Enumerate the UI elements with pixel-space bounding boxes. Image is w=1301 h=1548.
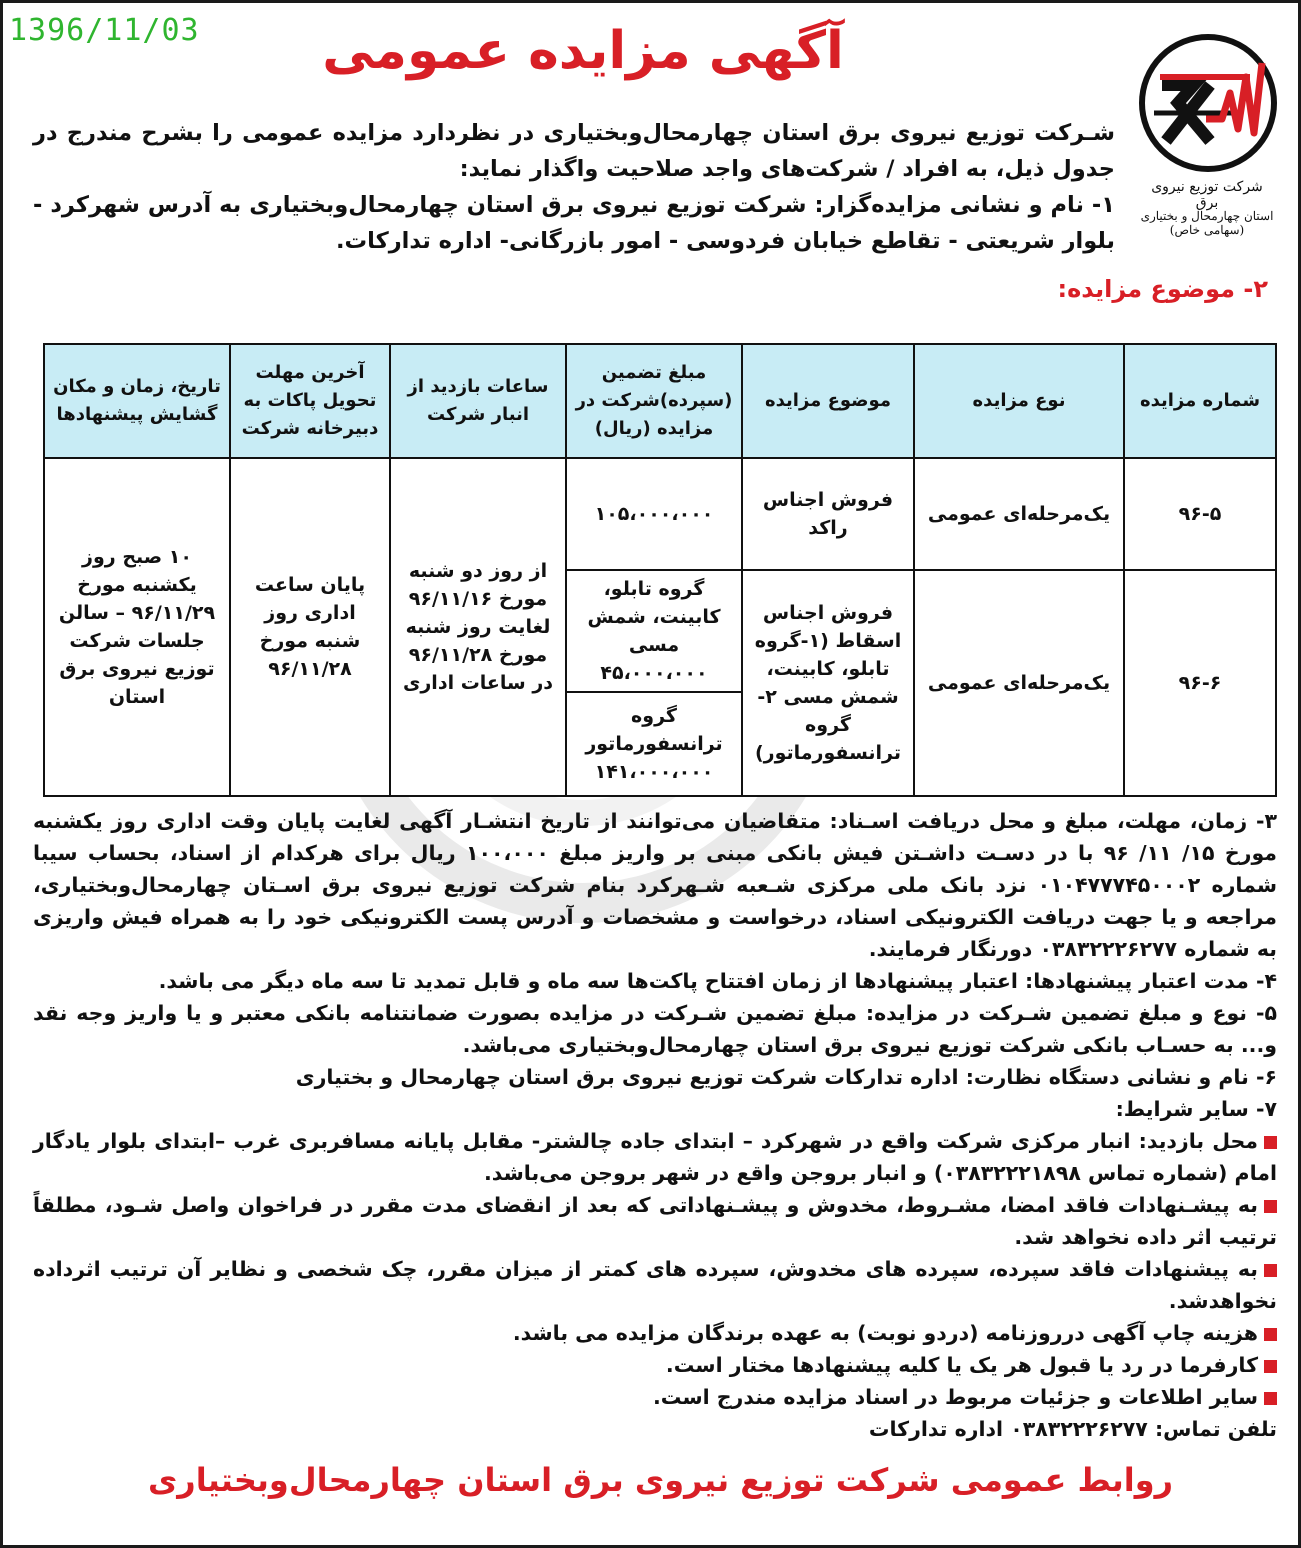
item-7: ۷- سایر شرایط: bbox=[1115, 1097, 1277, 1121]
logo-caption: شرکت توزیع نیروی برق bbox=[1151, 179, 1263, 211]
item-4: ۴- مدت اعتبار پیشنهادها: اعتبار پیشنهادها از زمان افتتاح پاکت‌ها سه ماه و قابل تمدید تا سه ماه دیگر می باشد. bbox=[158, 969, 1277, 993]
row2-number: ۹۶-۶ bbox=[1124, 570, 1276, 796]
advertiser-address: ۱- نام و نشانی مزایده‌گزار: شرکت توزیع نیروی برق استان چهارمحال‌وبختیاری به آدرس شهرکرد - بلوار شریعتی - تقاطع خیابان فردوسی - امور بازرگانی- اداره تدارکات. bbox=[33, 192, 1115, 254]
header-guarantee: مبلغ تضمین (سپرده)شرکت در مزایده (ریال) bbox=[566, 344, 742, 458]
row2-guarantee-group2: گروه ترانسفورماتور ۱۴۱،۰۰۰،۰۰۰ bbox=[566, 692, 742, 796]
list-item: محل بازدید: انبار مرکزی شرکت واقع در شهرکرد – ابتدای جاده چالشتر- مقابل پایانه مسافربری غرب –ابتدای بلوار یادگار امام (شماره تماس ۰۳۸۳۲۲۲۱۸۹۸) و انبار بروجن واقع در شهر بروجن می‌باشد. bbox=[33, 1129, 1277, 1185]
bullet-icon bbox=[1264, 1264, 1277, 1277]
list-item: هزینه چاپ آگهی درروزنامه (دردو نوبت) به عهده برندگان مزایده می باشد. bbox=[33, 1317, 1277, 1349]
header-visit-hours: ساعات بازدید از انبار شرکت bbox=[390, 344, 566, 458]
header-type: نوع مزایده bbox=[914, 344, 1124, 458]
stamp-date: 1396/11/03 bbox=[9, 13, 200, 48]
bullet-icon bbox=[1264, 1360, 1277, 1373]
table-row bbox=[44, 458, 1276, 570]
list-item: کارفرما در رد یا قبول هر یک یا کلیه پیشنهادها مختار است. bbox=[33, 1349, 1277, 1381]
row1-guarantee: ۱۰۵،۰۰۰،۰۰۰ bbox=[566, 458, 742, 570]
intro-text bbox=[33, 115, 1115, 259]
header-number: شماره مزایده bbox=[1124, 344, 1276, 458]
row2-subject: فروش اجناس اسقاط (۱-گروه تابلو، کابینت، شمش مسی ۲-گروه ترانسفورماتور) bbox=[742, 570, 914, 796]
visit-hours-cell: از روز دو شنبه مورخ ۹۶/۱۱/۱۶ لغایت روز شنبه مورخ ۹۶/۱۱/۲۸ در ساعات اداری bbox=[390, 458, 566, 796]
header-opening: تاریخ، زمان و مکان گشایش پیشنهادها bbox=[44, 344, 230, 458]
intro-paragraph: شـرکت توزیع نیروی برق استان چهارمحال‌وبختیاری در نظردارد مزایده عمومی را بشرح مندرج در جدول ذیل، به افراد / شرکت‌های واجد صلاحیت واگذار نماید: bbox=[33, 120, 1115, 182]
row1-number: ۹۶-۵ bbox=[1124, 458, 1276, 570]
row2-guarantee-group1: گروه تابلو، کابینت، شمش مسی ۴۵،۰۰۰،۰۰۰ bbox=[566, 570, 742, 692]
list-item: سایر اطلاعات و جزئیات مربوط در اسناد مزایده مندرج است. bbox=[33, 1381, 1277, 1413]
list-item: به پیشـنهادات فاقد امضا، مشـروط، مخدوش و پیشـنهاداتی که بعد از انقضای مدت مقرر در فراخوان واصل شـود، مطلقاً ترتیب اثر داده نخواهد شد. bbox=[33, 1193, 1277, 1249]
row2-type: یک‌مرحله‌ای عمومی bbox=[914, 570, 1124, 796]
section-title: ۲- موضوع مزایده: bbox=[1057, 275, 1268, 303]
item-5: ۵- نوع و مبلغ تضمین شـرکت در مزایده: مبلغ تضمین شـرکت در مزایده بصورت ضمانتنامه بانکی معتبر و یا واریز وجه نقد و... به حسـاب بانکی شرکت توزیع نیروی برق استان چهارمحال‌وبختیاری می‌باشد. bbox=[33, 1001, 1277, 1057]
item-3: ۳- زمان، مهلت، مبلغ و محل دریافت اسـناد: متقاضیان می‌توانند از تاریخ انتشـار آگهی لغایت پایان وقت اداری روز یکشنبه مورخ ۱۵/ ۱۱/ ۹۶ با در دسـت داشـتن فیش بانکی مبنی بر واریز مبلغ ۱۰۰،۰۰۰ ریال برای هرکدام از اسناد، بحساب سیبا شماره ۰۱۰۴۷۷۷۴۵۰۰۰۲ نزد بانک ملی مرکزی شـعبه شـهرکرد بنام شرکت توزیع نیروی برق اسـتان چهارمحال‌وبختیاری، مراجعه و یا جهت دریافت الکترونیکی اسناد، درخواست و مشخصات و آدرس پست الکترونیکی خود را به همراه فیش واریزی به شماره ۰۳۸۳۲۲۲۶۲۷۷ دورنگار فرمایند. bbox=[33, 809, 1278, 961]
row1-subject: فروش اجناس راکد bbox=[742, 458, 914, 570]
bullet-icon bbox=[1264, 1136, 1277, 1149]
deadline-cell: پایان ساعت اداری روز شنبه مورخ ۹۶/۱۱/۲۸ bbox=[230, 458, 390, 796]
row1-type: یک‌مرحله‌ای عمومی bbox=[914, 458, 1124, 570]
bullet-icon bbox=[1264, 1392, 1277, 1405]
header-deadline: آخرین مهلت تحویل پاکات به دبیرخانه شرکت bbox=[230, 344, 390, 458]
opening-cell: ۱۰ صبح روز یکشنبه مورخ ۹۶/۱۱/۲۹ – سالن جلسات شرکت توزیع نیروی برق استان bbox=[44, 458, 230, 796]
item-6: ۶- نام و نشانی دستگاه نظارت: اداره تدارکات شرکت توزیع نیروی برق استان چهارمحال و بختیاری bbox=[295, 1065, 1277, 1089]
list-item: به پیشنهادات فاقد سپرده، سپرده های مخدوش، سپرده های کمتر از میزان مقرر، چک شخصی و نظایر آن ترتیب اثرداده نخواهدشد. bbox=[33, 1257, 1277, 1313]
notice-title: آگهی مزایده عمومی bbox=[322, 21, 844, 81]
logo-subcaption: استان چهارمحال و بختیاری (سهامی خاص) bbox=[1140, 209, 1274, 237]
auction-table bbox=[43, 343, 1277, 797]
footer-signature: روابط عمومی شرکت توزیع نیروی برق استان چهارمحال‌وبختیاری bbox=[147, 1461, 1173, 1499]
header-subject: موضوع مزایده bbox=[742, 344, 914, 458]
conditions-text bbox=[33, 805, 1277, 1445]
bullet-icon bbox=[1264, 1328, 1277, 1341]
phone-line: تلفن تماس: ۰۳۸۳۲۲۲۶۲۷۷ اداره تدارکات bbox=[868, 1417, 1277, 1441]
table-header-row bbox=[44, 344, 1276, 458]
bullet-icon bbox=[1264, 1200, 1277, 1213]
